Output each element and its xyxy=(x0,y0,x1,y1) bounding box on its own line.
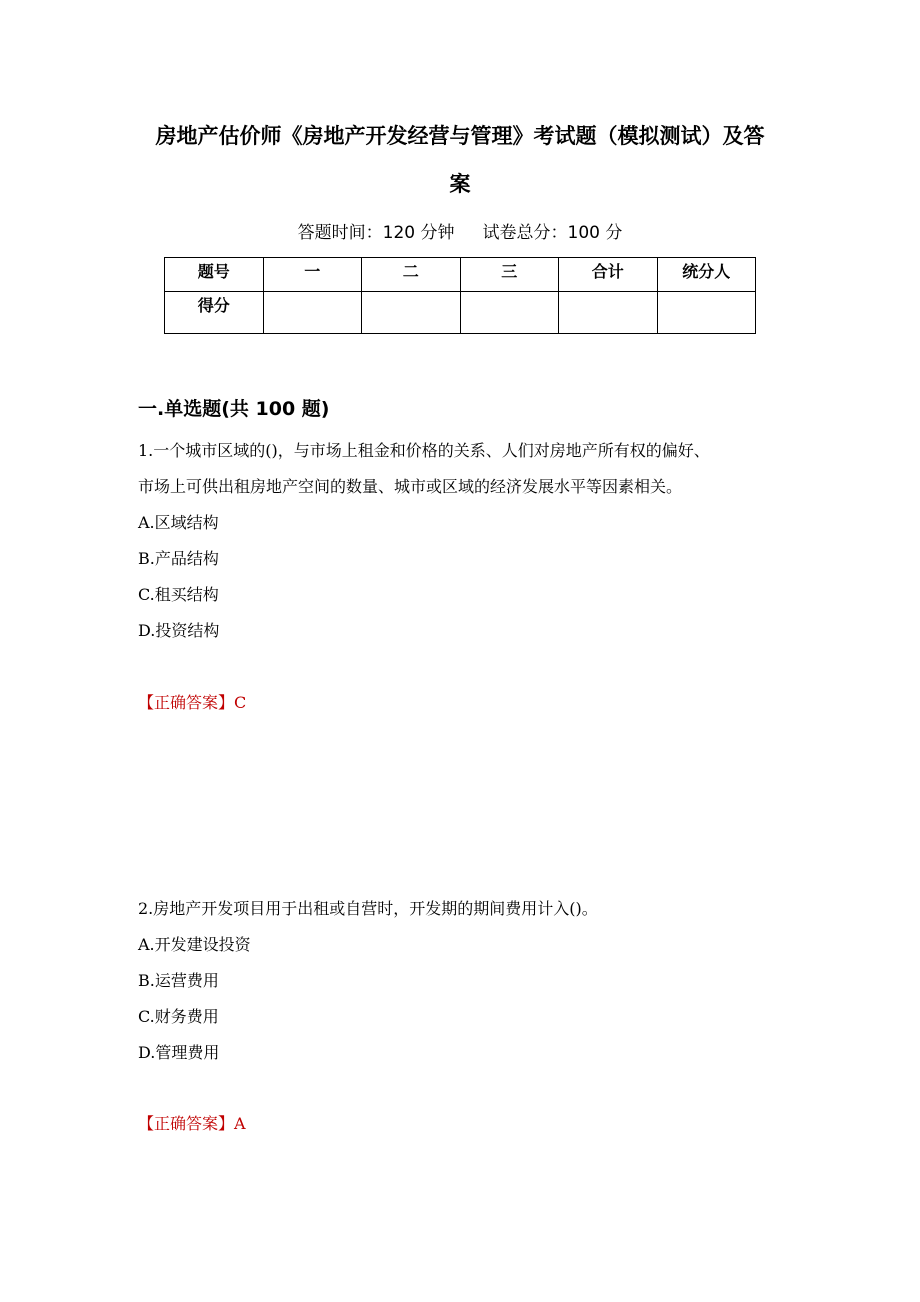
answer-label: 【正确答案】 xyxy=(138,693,235,712)
question-1-answer xyxy=(138,692,246,714)
document-title-line-2: 案 xyxy=(449,172,471,196)
score-value-cell xyxy=(362,292,461,334)
question-2-answer xyxy=(138,1113,246,1135)
score-header-cell: 合计 xyxy=(559,258,658,292)
question-1-option-d: D.投资结构 xyxy=(138,621,220,640)
score-table-value-row xyxy=(165,292,756,334)
question-2-option-b: B.运营费用 xyxy=(138,971,219,990)
score-value-cell xyxy=(657,292,756,334)
question-1-stem-line-1: 1.一个城市区域的()，与市场上租金和价格的关系、人们对房地产所有权的偏好、 xyxy=(138,441,710,460)
question-1-stem-line-2: 市场上可供出租房地产空间的数量、城市或区域的经济发展水平等因素相关。 xyxy=(138,477,683,496)
section-heading: 一.单选题(共 100 题) xyxy=(138,398,330,420)
score-value-cell xyxy=(559,292,658,334)
answer-value: C xyxy=(234,693,247,712)
score-header-cell: 统分人 xyxy=(657,258,756,292)
question-2-option-d: D.管理费用 xyxy=(138,1043,220,1062)
question-1-option-b: B.产品结构 xyxy=(138,549,219,568)
score-header-cell: 一 xyxy=(263,258,362,292)
total-score: 试卷总分：100 分 xyxy=(482,223,623,243)
exam-time: 答题时间：120 分钟 xyxy=(297,223,455,243)
document-title-line-1: 房地产估价师《房地产开发经营与管理》考试题（模拟测试）及答 xyxy=(155,124,765,148)
exam-info xyxy=(160,221,760,245)
question-1-option-c: C.租买结构 xyxy=(138,585,219,604)
question-1-option-a: A.区域结构 xyxy=(138,513,219,532)
question-2-option-a: A.开发建设投资 xyxy=(138,935,251,954)
score-header-cell: 二 xyxy=(362,258,461,292)
score-row-label: 得分 xyxy=(165,292,264,334)
score-table xyxy=(164,257,756,334)
answer-label: 【正确答案】 xyxy=(138,1114,235,1133)
score-header-cell: 三 xyxy=(460,258,559,292)
score-header-cell: 题号 xyxy=(165,258,264,292)
score-value-cell xyxy=(263,292,362,334)
score-value-cell xyxy=(460,292,559,334)
score-table-header-row xyxy=(165,258,756,292)
question-2-option-c: C.财务费用 xyxy=(138,1007,219,1026)
question-2-stem-line-1: 2.房地产开发项目用于出租或自营时，开发期的期间费用计入()。 xyxy=(138,899,598,918)
answer-value: A xyxy=(234,1114,246,1133)
